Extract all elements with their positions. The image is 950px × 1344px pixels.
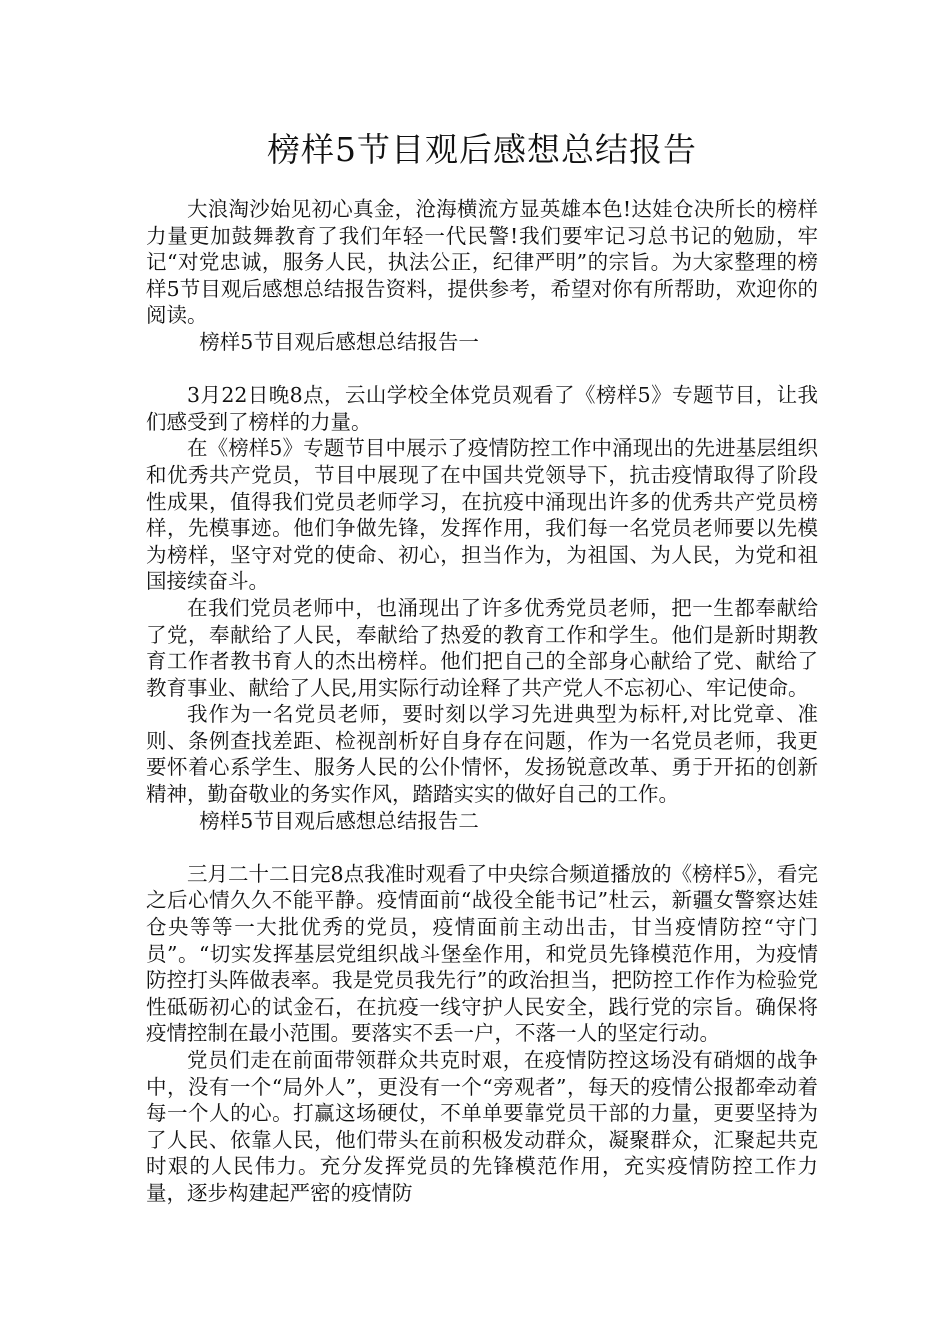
blank-line [146, 356, 818, 383]
section-2-heading: 榜样5节目观后感想总结报告二 [199, 808, 479, 833]
section-2-paragraph-1: 三月二十二日完8点我准时观看了中央综合频道播放的《榜样5》，看完之后心情久久不能平静。疫情面前“战役全能书记”杜云，新疆女警察达娃仓央等等一大批优秀的党员，疫情面前主动出击，甘当疫情防控“守门员”。“切实发挥基层党组织战斗堡垒作用，和党员先锋模范作用，为疫情防控打头阵做表率。我是党员我先行”的政治担当，把防控工作作为检验党性砥砺初心的试金石，在抗疫一线守护人民安全，践行党的宗旨。确保将疫情控制在最小范围。要落实不丢一户，不落一人的坚定行动。 [146, 861, 818, 1046]
blank-line [146, 834, 818, 861]
section-1-paragraph-1: 3月22日晚8点，云山学校全体党员观看了《榜样5》专题节目，让我们感受到了榜样的力量。 [146, 383, 818, 434]
section-1-paragraph-4: 我作为一名党员老师，要时刻以学习先进典型为标杆,对比党章、准则、条例查找差距、检视剖析好自身存在问题，作为一名党员老师，我更要怀着心系学生、服务人民的公仆情怀，发扬锐意改革、勇于开拓的创新精神，勤奋敬业的务实作风，踏踏实实的做好自己的工作。 [146, 702, 818, 807]
intro-paragraph: 大浪淘沙始见初心真金，沧海横流方显英雄本色!达娃仓决所长的榜样力量更加鼓舞教育了我们年轻一代民警!我们要牢记习总书记的勉励，牢记“对党忠诚，服务人民，执法公正，纪律严明”的宗旨。为大家整理的榜样5节目观后感想总结报告资料，提供参考，希望对你有所帮助，欢迎你的阅读。 [146, 197, 818, 328]
document-page [146, 128, 818, 1207]
document-title: 榜样5节目观后感想总结报告 [267, 130, 697, 169]
section-1-paragraph-2: 在《榜样5》专题节目中展示了疫情防控工作中涌现出的先进基层组织和优秀共产党员，节目中展现了在中国共党领导下，抗击疫情取得了阶段性成果，值得我们党员老师学习，在抗疫中涌现出许多的优秀共产党员榜样，先模事迹。他们争做先锋，发挥作用，我们每一名党员老师要以先模为榜样，坚守对党的使命、初心，担当作为，为祖国、为人民，为党和祖国接续奋斗。 [146, 436, 818, 594]
section-1-paragraph-3: 在我们党员老师中，也涌现出了许多优秀党员老师，把一生都奉献给了党，奉献给了人民，奉献给了热爱的教育工作和学生。他们是新时期教育工作者教书育人的杰出榜样。他们把自己的全部身心献给了党、献给了教育事业、献给了人民,用实际行动诠释了共产党人不忘初心、牢记使命。 [146, 595, 818, 700]
section-2-paragraph-2: 党员们走在前面带领群众共克时艰，在疫情防控这场没有硝烟的战争中，没有一个“局外人”，更没有一个“旁观者”，每天的疫情公报都牵动着每一个人的心。打赢这场硬仗，不单单要靠党员干部的力量，更要坚持为了人民、依靠人民，他们带头在前积极发动群众，凝聚群众，汇聚起共克时艰的人民伟力。充分发挥党员的先锋模范作用，充实疫情防控工作力量，逐步构建起严密的疫情防 [146, 1048, 818, 1205]
section-1-heading: 榜样5节目观后感想总结报告一 [199, 329, 479, 354]
